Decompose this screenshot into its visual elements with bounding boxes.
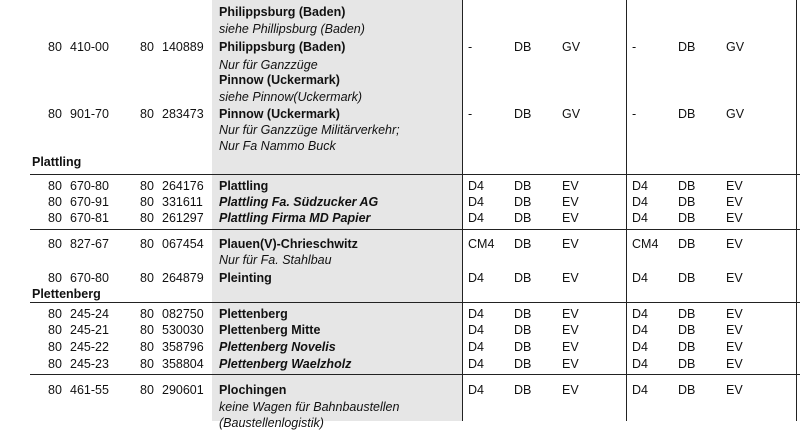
station-note: siehe Pinnow(Uckermark) (219, 90, 363, 104)
table-row (0, 415, 800, 431)
station-code: 670-81 (70, 211, 109, 225)
station-number: 264879 (162, 271, 204, 285)
station-number: 261297 (162, 211, 204, 225)
attribute-cell: DB (514, 357, 532, 371)
uic-prefix: 80 (140, 237, 154, 251)
attribute-cell: DB (514, 237, 532, 251)
row-divider (30, 229, 800, 230)
row-divider (30, 302, 800, 303)
station-number: 358804 (162, 357, 204, 371)
station-note: (Baustellenlogistik) (219, 416, 324, 430)
attribute-cell: D4 (632, 383, 648, 397)
row-divider (30, 174, 800, 175)
country-code: 80 (48, 383, 62, 397)
attribute-cell: DB (678, 107, 696, 121)
table-row (0, 270, 800, 286)
station-name: Plettenberg Waelzholz (219, 357, 352, 371)
attribute-cell: EV (562, 179, 579, 193)
attribute-cell: CM4 (468, 237, 495, 251)
station-note: keine Wagen für Bahnbaustellen (219, 400, 400, 414)
attribute-cell: GV (562, 107, 581, 121)
attribute-cell: DB (678, 195, 696, 209)
uic-prefix: 80 (140, 271, 154, 285)
attribute-cell: GV (726, 40, 745, 54)
station-number: 283473 (162, 107, 204, 121)
attribute-cell: EV (562, 307, 579, 321)
table-row (0, 4, 800, 20)
attribute-cell: GV (562, 40, 581, 54)
table-row (0, 39, 800, 55)
country-code: 80 (48, 340, 62, 354)
attribute-cell: EV (726, 195, 743, 209)
uic-prefix: 80 (140, 357, 154, 371)
attribute-cell: EV (562, 211, 579, 225)
attribute-cell: EV (726, 340, 743, 354)
uic-prefix: 80 (140, 323, 154, 337)
uic-prefix: 80 (140, 40, 154, 54)
station-name: Plettenberg Mitte (219, 323, 321, 337)
attribute-cell: EV (562, 237, 579, 251)
station-name: Plettenberg Novelis (219, 340, 336, 354)
attribute-cell: D4 (632, 195, 648, 209)
uic-prefix: 80 (140, 307, 154, 321)
uic-prefix: 80 (140, 107, 154, 121)
table-row (0, 382, 800, 398)
uic-prefix: 80 (140, 179, 154, 193)
station-name: Pinnow (Uckermark) (219, 107, 340, 121)
station-code: 670-80 (70, 179, 109, 193)
attribute-cell: D4 (468, 307, 484, 321)
attribute-cell: EV (726, 237, 743, 251)
attribute-cell: DB (678, 237, 696, 251)
attribute-cell: D4 (632, 271, 648, 285)
table-row (0, 89, 800, 105)
station-number: 067454 (162, 237, 204, 251)
station-number: 290601 (162, 383, 204, 397)
attribute-cell: DB (514, 211, 532, 225)
station-number: 358796 (162, 340, 204, 354)
attribute-cell: DB (514, 107, 532, 121)
country-code: 80 (48, 323, 62, 337)
station-note: Nur für Ganzzüge Militärverkehr; (219, 123, 400, 137)
attribute-cell: - (632, 40, 637, 54)
station-name: Philippsburg (Baden) (219, 40, 346, 54)
attribute-cell: DB (678, 40, 696, 54)
attribute-cell: EV (726, 179, 743, 193)
attribute-cell: - (468, 40, 473, 54)
attribute-cell: EV (562, 195, 579, 209)
station-code: 245-23 (70, 357, 109, 371)
attribute-cell: DB (678, 323, 696, 337)
station-code: 410-00 (70, 40, 109, 54)
attribute-cell: DB (514, 307, 532, 321)
attribute-cell: DB (514, 195, 532, 209)
station-name: Philippsburg (Baden) (219, 5, 346, 19)
attribute-cell: DB (514, 323, 532, 337)
attribute-cell: D4 (632, 357, 648, 371)
table-row (0, 21, 800, 37)
attribute-cell: EV (562, 383, 579, 397)
attribute-cell: DB (678, 383, 696, 397)
table-row (0, 57, 800, 73)
station-code: 670-91 (70, 195, 109, 209)
attribute-cell: DB (514, 340, 532, 354)
attribute-cell: D4 (632, 307, 648, 321)
table-row (0, 122, 800, 138)
country-code: 80 (48, 211, 62, 225)
station-name: Plettenberg (219, 307, 288, 321)
station-note: Nur für Ganzzüge (219, 58, 318, 72)
station-name: Plochingen (219, 383, 287, 397)
attribute-cell: EV (562, 271, 579, 285)
attribute-cell: DB (514, 383, 532, 397)
row-divider (30, 374, 800, 375)
attribute-cell: DB (678, 211, 696, 225)
attribute-cell: D4 (632, 211, 648, 225)
attribute-cell: D4 (468, 271, 484, 285)
station-number: 140889 (162, 40, 204, 54)
country-code: 80 (48, 307, 62, 321)
station-number: 331611 (162, 195, 203, 209)
table-row (0, 322, 800, 338)
table-row (0, 210, 800, 226)
station-code: 245-24 (70, 307, 109, 321)
table-row (0, 306, 800, 322)
station-code: 670-80 (70, 271, 109, 285)
attribute-cell: EV (726, 211, 743, 225)
attribute-cell: GV (726, 107, 745, 121)
attribute-cell: D4 (632, 323, 648, 337)
attribute-cell: D4 (468, 340, 484, 354)
attribute-cell: - (468, 107, 473, 121)
attribute-cell: EV (726, 383, 743, 397)
attribute-cell: D4 (632, 179, 648, 193)
station-name: Pinnow (Uckermark) (219, 73, 340, 87)
table-row (0, 138, 800, 154)
uic-prefix: 80 (140, 383, 154, 397)
attribute-cell: D4 (468, 383, 484, 397)
table-row (0, 356, 800, 372)
station-code: 245-22 (70, 340, 109, 354)
country-code: 80 (48, 237, 62, 251)
station-note: Nur Fa Nammo Buck (219, 139, 336, 153)
station-code: 245-21 (70, 323, 109, 337)
attribute-cell: EV (562, 323, 579, 337)
attribute-cell: DB (514, 271, 532, 285)
attribute-cell: DB (514, 40, 532, 54)
table-row (0, 399, 800, 415)
country-code: 80 (48, 357, 62, 371)
table-row (0, 194, 800, 210)
station-code: 901-70 (70, 107, 109, 121)
attribute-cell: EV (726, 357, 743, 371)
group-header-plettenberg: Plettenberg (32, 287, 101, 301)
station-name: Plattling Fa. Südzucker AG (219, 195, 379, 209)
group-header-plattling: Plattling (32, 155, 82, 169)
country-code: 80 (48, 107, 62, 121)
attribute-cell: D4 (468, 195, 484, 209)
attribute-cell: DB (678, 357, 696, 371)
station-number: 264176 (162, 179, 204, 193)
station-note: siehe Phillipsburg (Baden) (219, 22, 365, 36)
attribute-cell: - (632, 107, 637, 121)
station-name: Pleinting (219, 271, 272, 285)
table-row (0, 106, 800, 122)
attribute-cell: DB (678, 179, 696, 193)
attribute-cell: EV (726, 323, 743, 337)
station-name: Plauen(V)-Chrieschwitz (219, 237, 358, 251)
attribute-cell: DB (678, 271, 696, 285)
attribute-cell: D4 (468, 357, 484, 371)
station-code: 827-67 (70, 237, 109, 251)
country-code: 80 (48, 40, 62, 54)
attribute-cell: DB (678, 340, 696, 354)
table-row (0, 236, 800, 252)
attribute-cell: DB (514, 179, 532, 193)
table-row (0, 178, 800, 194)
attribute-cell: D4 (632, 340, 648, 354)
table-row (0, 339, 800, 355)
uic-prefix: 80 (140, 195, 154, 209)
uic-prefix: 80 (140, 340, 154, 354)
station-note: Nur für Fa. Stahlbau (219, 253, 332, 267)
attribute-cell: D4 (468, 323, 484, 337)
table-row (0, 72, 800, 88)
attribute-cell: D4 (468, 211, 484, 225)
country-code: 80 (48, 195, 62, 209)
station-number: 530030 (162, 323, 204, 337)
attribute-cell: EV (562, 340, 579, 354)
table-row (0, 252, 800, 268)
attribute-cell: EV (726, 307, 743, 321)
attribute-cell: CM4 (632, 237, 659, 251)
station-code: 461-55 (70, 383, 109, 397)
attribute-cell: D4 (468, 179, 484, 193)
attribute-cell: DB (678, 307, 696, 321)
country-code: 80 (48, 179, 62, 193)
uic-prefix: 80 (140, 211, 154, 225)
attribute-cell: EV (726, 271, 743, 285)
station-name: Plattling Firma MD Papier (219, 211, 371, 225)
attribute-cell: EV (562, 357, 579, 371)
station-number: 082750 (162, 307, 204, 321)
country-code: 80 (48, 271, 62, 285)
station-name: Plattling (219, 179, 269, 193)
